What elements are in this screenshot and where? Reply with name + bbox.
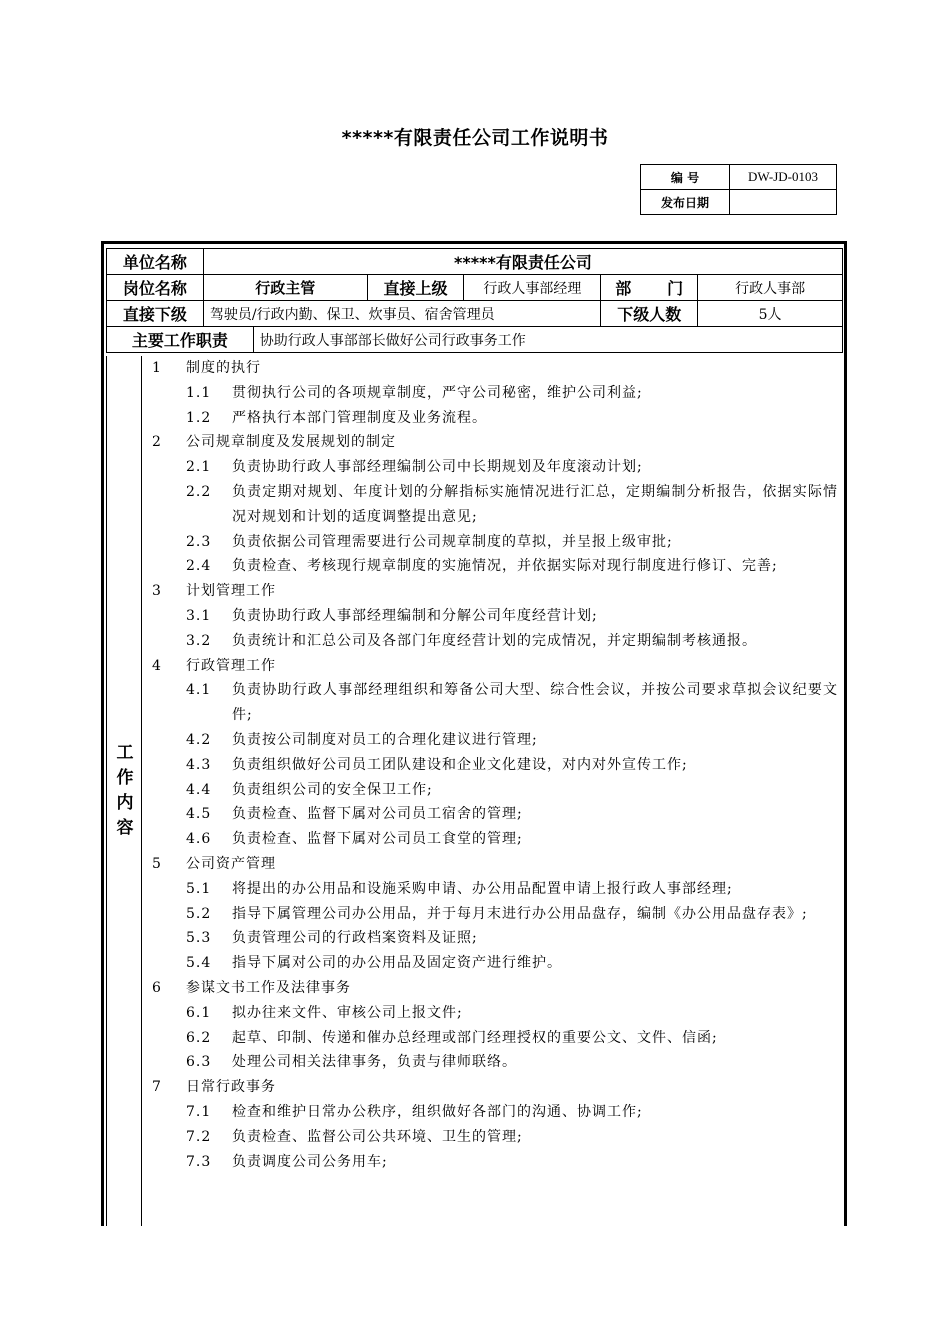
work-label-char: 内 xyxy=(116,793,134,813)
code-value: DW-JD-0103 xyxy=(730,165,837,190)
work-item-number: 2.2 xyxy=(186,483,212,500)
work-item-text: 负责调度公司公务用车; xyxy=(232,1153,388,1170)
work-item xyxy=(152,381,838,406)
section-number: 7 xyxy=(152,1079,161,1096)
work-item-number: 4.2 xyxy=(186,731,212,748)
work-item-number: 1.1 xyxy=(186,384,212,401)
work-item-text: 起草、印制、传递和催办总经理或部门经理授权的重要公文、文件、信函; xyxy=(232,1029,718,1046)
work-item xyxy=(152,753,838,778)
document-meta-table xyxy=(640,164,837,215)
position-label: 岗位名称 xyxy=(107,275,204,301)
work-label-char: 容 xyxy=(116,818,134,838)
work-item xyxy=(152,802,838,827)
work-item-text: 负责检查、监督下属对公司员工食堂的管理; xyxy=(232,831,523,848)
sub-count-value: 5人 xyxy=(698,301,843,327)
work-item-text: 负责协助行政人事部经理组织和筹备公司大型、综合性会议，并按公司要求草拟会议纪要文件; xyxy=(232,682,838,724)
section-heading xyxy=(152,852,838,877)
work-item-number: 2.4 xyxy=(186,558,212,575)
code-label: 编 号 xyxy=(641,165,730,190)
section-heading xyxy=(152,579,838,604)
work-item xyxy=(152,827,838,852)
work-item-number: 7.3 xyxy=(186,1153,212,1170)
work-item xyxy=(152,926,838,951)
section-heading xyxy=(152,1075,838,1100)
work-item-number: 2.1 xyxy=(186,459,212,476)
superior-value: 行政人事部经理 xyxy=(464,275,601,301)
work-item-number: 1.2 xyxy=(186,409,212,426)
work-item-text: 负责管理公司的行政档案资料及证照; xyxy=(232,930,478,947)
section-number: 6 xyxy=(152,979,161,996)
work-item-text: 负责组织公司的安全保卫工作; xyxy=(232,781,433,798)
work-content-label xyxy=(107,741,143,841)
work-item-number: 4.1 xyxy=(186,682,212,699)
duty-label: 主要工作职责 xyxy=(107,327,254,353)
date-label: 发布日期 xyxy=(641,190,730,215)
work-item-text: 负责协助行政人事部经理编制和分解公司年度经营计划; xyxy=(232,607,598,624)
superior-label: 直接上级 xyxy=(367,275,464,301)
work-item xyxy=(152,1050,838,1075)
work-item xyxy=(152,480,838,530)
section-heading xyxy=(152,356,838,381)
work-item xyxy=(152,1125,838,1150)
work-item-text: 检查和维护日常办公秩序，组织做好各部门的沟通、协调工作; xyxy=(232,1103,643,1120)
work-item-text: 负责按公司制度对员工的合理化建议进行管理; xyxy=(232,731,538,748)
work-item xyxy=(152,554,838,579)
work-item xyxy=(152,406,838,431)
section-heading xyxy=(152,976,838,1001)
work-item-text: 负责组织做好公司员工团队建设和企业文化建设，对内对外宣传工作; xyxy=(232,756,688,773)
work-item-number: 4.3 xyxy=(186,756,212,773)
section-title: 制度的执行 xyxy=(186,360,261,376)
section-title: 公司资产管理 xyxy=(186,855,276,872)
work-label-char: 作 xyxy=(116,768,134,788)
work-label-char: 工 xyxy=(116,743,134,763)
work-item-number: 7.1 xyxy=(186,1103,212,1120)
section-heading xyxy=(152,430,838,455)
work-item xyxy=(152,629,838,654)
work-item xyxy=(152,455,838,480)
duty-value: 协助行政人事部部长做好公司行政事务工作 xyxy=(253,327,842,353)
work-item-text: 拟办往来文件、审核公司上报文件; xyxy=(232,1004,463,1021)
section-number: 1 xyxy=(152,360,161,376)
work-item-number: 4.4 xyxy=(186,781,212,798)
section-heading xyxy=(152,654,838,679)
document-title: *****有限责任公司工作说明书 xyxy=(341,127,609,149)
work-item xyxy=(152,1001,838,1026)
work-item-text: 指导下属对公司的办公用品及固定资产进行维护。 xyxy=(232,955,562,972)
work-item xyxy=(152,1150,838,1175)
section-title: 公司规章制度及发展规划的制定 xyxy=(186,434,396,451)
work-item-number: 6.1 xyxy=(186,1004,212,1021)
subordinate-label: 直接下级 xyxy=(107,301,204,327)
section-title: 参谋文书工作及法律事务 xyxy=(186,979,351,996)
work-item-text: 贯彻执行公司的各项规章制度，严守公司秘密，维护公司利益; xyxy=(232,384,643,401)
position-value: 行政主管 xyxy=(203,275,367,301)
work-item-text: 负责统计和汇总公司及各部门年度经营计划的完成情况，并定期编制考核通报。 xyxy=(232,632,757,649)
sub-count-label: 下级人数 xyxy=(601,301,698,327)
work-item-number: 3.1 xyxy=(186,607,212,624)
work-item-number: 6.3 xyxy=(186,1054,212,1071)
work-item-number: 5.3 xyxy=(186,930,212,947)
work-item-text: 严格执行本部门管理制度及业务流程。 xyxy=(232,409,487,426)
work-item-text: 指导下属管理公司办公用品，并于每月末进行办公用品盘存，编制《办公用品盘存表》; xyxy=(232,905,808,922)
job-info-table xyxy=(106,248,843,353)
work-item-text: 负责检查、监督公司公共环境、卫生的管理; xyxy=(232,1128,523,1145)
work-item-number: 2.3 xyxy=(186,533,212,550)
work-item xyxy=(152,1100,838,1125)
section-title: 日常行政事务 xyxy=(186,1079,276,1096)
work-item-number: 5.4 xyxy=(186,955,212,972)
unit-label: 单位名称 xyxy=(107,249,204,275)
work-item-number: 4.6 xyxy=(186,831,212,848)
work-item xyxy=(152,877,838,902)
unit-value: *****有限责任公司 xyxy=(203,249,842,275)
work-item-number: 3.2 xyxy=(186,632,212,649)
work-item-text: 负责依据公司管理需要进行公司规章制度的草拟，并呈报上级审批; xyxy=(232,533,673,550)
work-items-list xyxy=(152,356,838,1174)
section-number: 4 xyxy=(152,657,161,674)
subordinate-value: 驾驶员/行政内勤、保卫、炊事员、宿舍管理员 xyxy=(203,301,600,327)
work-item xyxy=(152,902,838,927)
section-number: 5 xyxy=(152,855,161,872)
date-value xyxy=(730,190,837,215)
work-item xyxy=(152,678,838,728)
dept-label: 部 门 xyxy=(601,275,698,301)
work-item xyxy=(152,530,838,555)
work-content-area xyxy=(106,356,843,1226)
section-number: 2 xyxy=(152,434,161,451)
section-title: 行政管理工作 xyxy=(186,657,276,674)
work-item-number: 5.1 xyxy=(186,880,212,897)
work-item-text: 负责协助行政人事部经理编制公司中长期规划及年度滚动计划; xyxy=(232,459,643,476)
dept-value: 行政人事部 xyxy=(698,275,843,301)
work-item-number: 5.2 xyxy=(186,905,212,922)
work-label-column xyxy=(106,356,142,1226)
work-item-text: 负责检查、考核现行规章制度的实施情况，并依据实际对现行制度进行修订、完善; xyxy=(232,558,778,575)
work-item-text: 负责检查、监督下属对公司员工宿舍的管理; xyxy=(232,806,523,823)
work-item xyxy=(152,951,838,976)
work-item-text: 将提出的办公用品和设施采购申请、办公用品配置申请上报行政人事部经理; xyxy=(232,880,733,897)
work-item-number: 6.2 xyxy=(186,1029,212,1046)
work-item-number: 7.2 xyxy=(186,1128,212,1145)
work-item-text: 负责定期对规划、年度计划的分解指标实施情况进行汇总，定期编制分析报告，依据实际情况对规划和计划的适度调整提出意见; xyxy=(232,483,838,525)
work-item xyxy=(152,778,838,803)
work-item-number: 4.5 xyxy=(186,806,212,823)
work-item xyxy=(152,1026,838,1051)
work-item-text: 处理公司相关法律事务，负责与律师联络。 xyxy=(232,1054,517,1071)
section-number: 3 xyxy=(152,583,161,600)
work-item xyxy=(152,604,838,629)
section-title: 计划管理工作 xyxy=(186,583,276,600)
work-item xyxy=(152,728,838,753)
